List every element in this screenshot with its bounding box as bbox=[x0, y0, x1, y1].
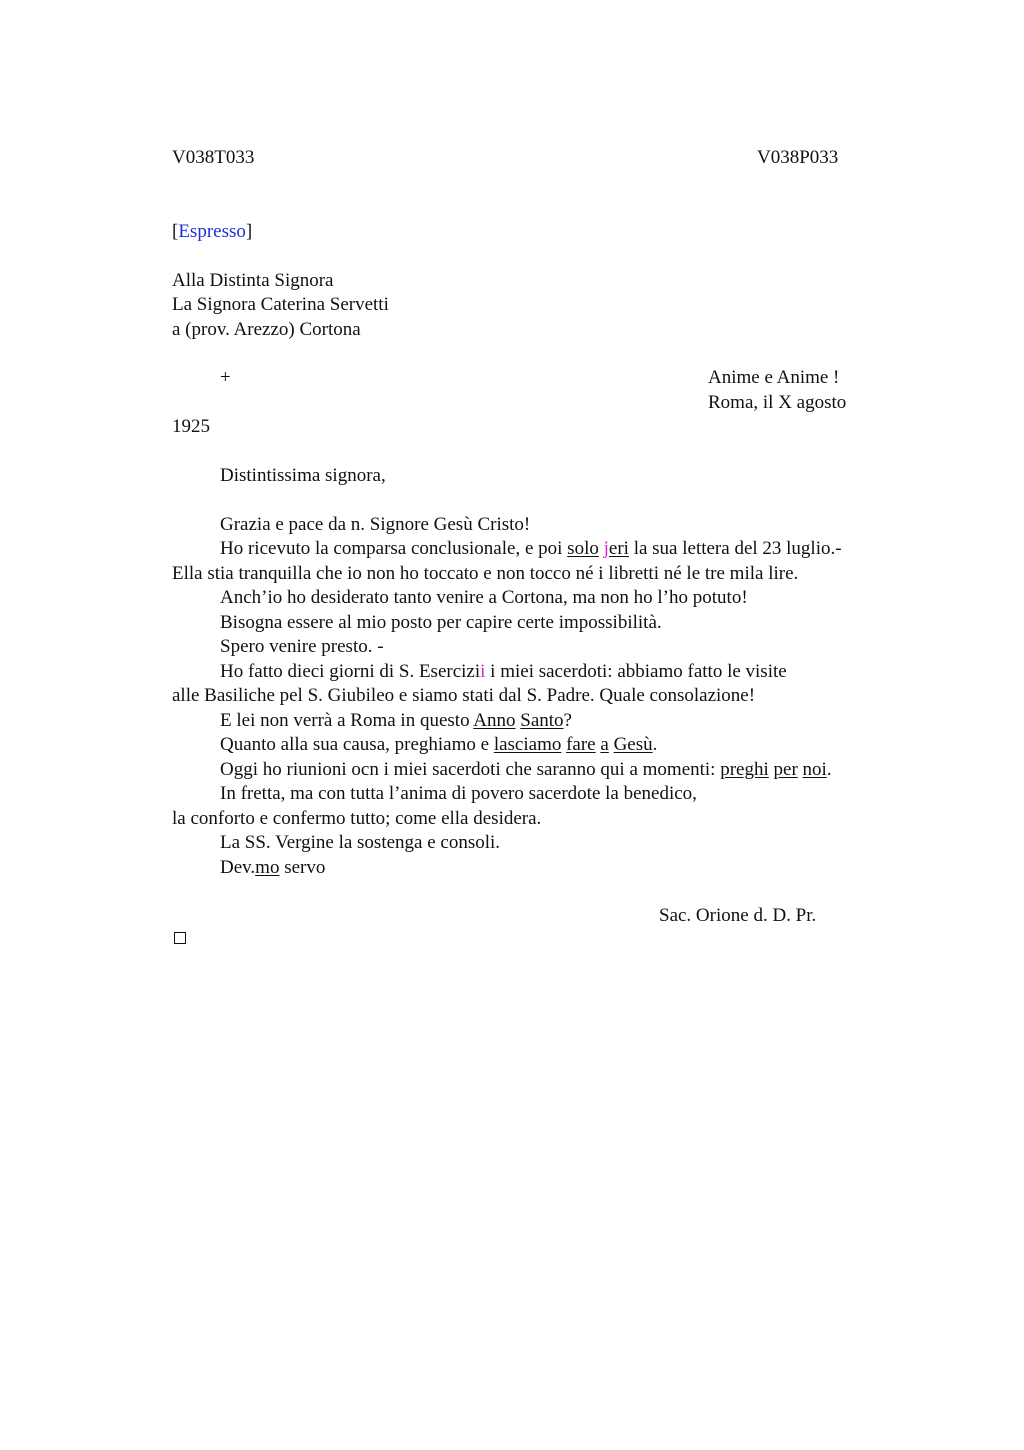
document-code-right: V038P033 bbox=[757, 147, 839, 168]
underlined-word: solo bbox=[567, 538, 599, 559]
paragraph-3: Bisogna essere al mio posto per capire certe impossibilità. bbox=[220, 612, 662, 633]
paragraph-8 bbox=[220, 758, 832, 782]
text-span: Quanto alla sua causa, preghiamo e bbox=[220, 734, 494, 755]
salutation: Distintissima signora, bbox=[220, 465, 386, 486]
underlined-word: fare bbox=[566, 734, 596, 755]
end-marker-square-icon bbox=[174, 932, 186, 944]
document-code-left: V038T033 bbox=[172, 147, 255, 168]
paragraph-2: Anch’io ho desiderato tanto venire a Cortona, ma non ho l’ho potuto! bbox=[220, 587, 748, 608]
text-span: . bbox=[826, 759, 832, 780]
paragraph-4: Spero venire presto. - bbox=[220, 636, 384, 657]
text-span: ? bbox=[563, 710, 572, 731]
text-span: E lei non verrà a Roma in questo bbox=[220, 710, 474, 731]
underlined-word: preghi bbox=[720, 759, 769, 780]
paragraph-6 bbox=[220, 709, 572, 733]
paragraph-5 bbox=[220, 660, 787, 684]
year: 1925 bbox=[172, 416, 210, 437]
underlined-word: Santo bbox=[520, 710, 564, 731]
bracket-open: [ bbox=[172, 221, 179, 242]
underlined-word: Gesù bbox=[613, 734, 653, 755]
cross-symbol: + bbox=[220, 367, 231, 388]
paragraph-7 bbox=[220, 733, 657, 757]
address-line-3: a (prov. Arezzo) Cortona bbox=[172, 319, 361, 340]
correction-letter: j bbox=[603, 538, 609, 559]
text-span: Dev. bbox=[220, 857, 256, 878]
paragraph-10: La SS. Vergine la sostenga e consoli. bbox=[220, 832, 501, 853]
underlined-word: eri bbox=[608, 538, 629, 559]
motto: Anime e Anime ! bbox=[708, 367, 840, 388]
underlined-word: mo bbox=[255, 857, 280, 878]
correction-letter: i bbox=[480, 661, 486, 682]
signature: Sac. Orione d. D. Pr. bbox=[659, 905, 817, 926]
text-span: Ho ricevuto la comparsa conclusionale, e poi bbox=[220, 538, 568, 559]
underlined-word: noi bbox=[802, 759, 827, 780]
paragraph-9: In fretta, ma con tutta l’anima di povero sacerdote la benedico, bbox=[220, 783, 697, 804]
delivery-note bbox=[172, 220, 252, 244]
underlined-word: Anno bbox=[473, 710, 516, 731]
underlined-word: lasciamo bbox=[493, 734, 562, 755]
underlined-word: per bbox=[773, 759, 798, 780]
text-span: servo bbox=[279, 857, 326, 878]
text-span: Ho fatto dieci giorni di S. Esercizi bbox=[220, 661, 481, 682]
paragraph-1 bbox=[220, 537, 842, 561]
address-line-1: Alla Distinta Signora bbox=[172, 270, 334, 291]
greeting: Grazia e pace da n. Signore Gesù Cristo! bbox=[220, 514, 531, 535]
paragraph-5-continued: alle Basiliche pel S. Giubileo e siamo stati dal S. Padre. Quale consolazione! bbox=[172, 685, 756, 706]
underlined-word: a bbox=[600, 734, 609, 755]
paragraph-9-continued: la conforto e confermo tutto; come ella desidera. bbox=[172, 808, 542, 829]
text-span: Oggi ho riunioni ocn i miei sacerdoti che saranno qui a momenti: bbox=[220, 759, 721, 780]
address-line-2: La Signora Caterina Servetti bbox=[172, 294, 389, 315]
bracket-close: ] bbox=[245, 221, 253, 242]
delivery-type: Espresso bbox=[178, 221, 246, 242]
closing bbox=[220, 856, 325, 880]
text-span: i miei sacerdoti: abbiamo fatto le visite bbox=[485, 661, 787, 682]
text-span: . bbox=[652, 734, 658, 755]
text-span: la sua lettera del 23 luglio.- bbox=[628, 538, 842, 559]
place-date: Roma, il X agosto bbox=[708, 392, 847, 413]
paragraph-1-continued: Ella stia tranquilla che io non ho toccato e non tocco né i libretti né le tre mila lire. bbox=[172, 563, 799, 584]
